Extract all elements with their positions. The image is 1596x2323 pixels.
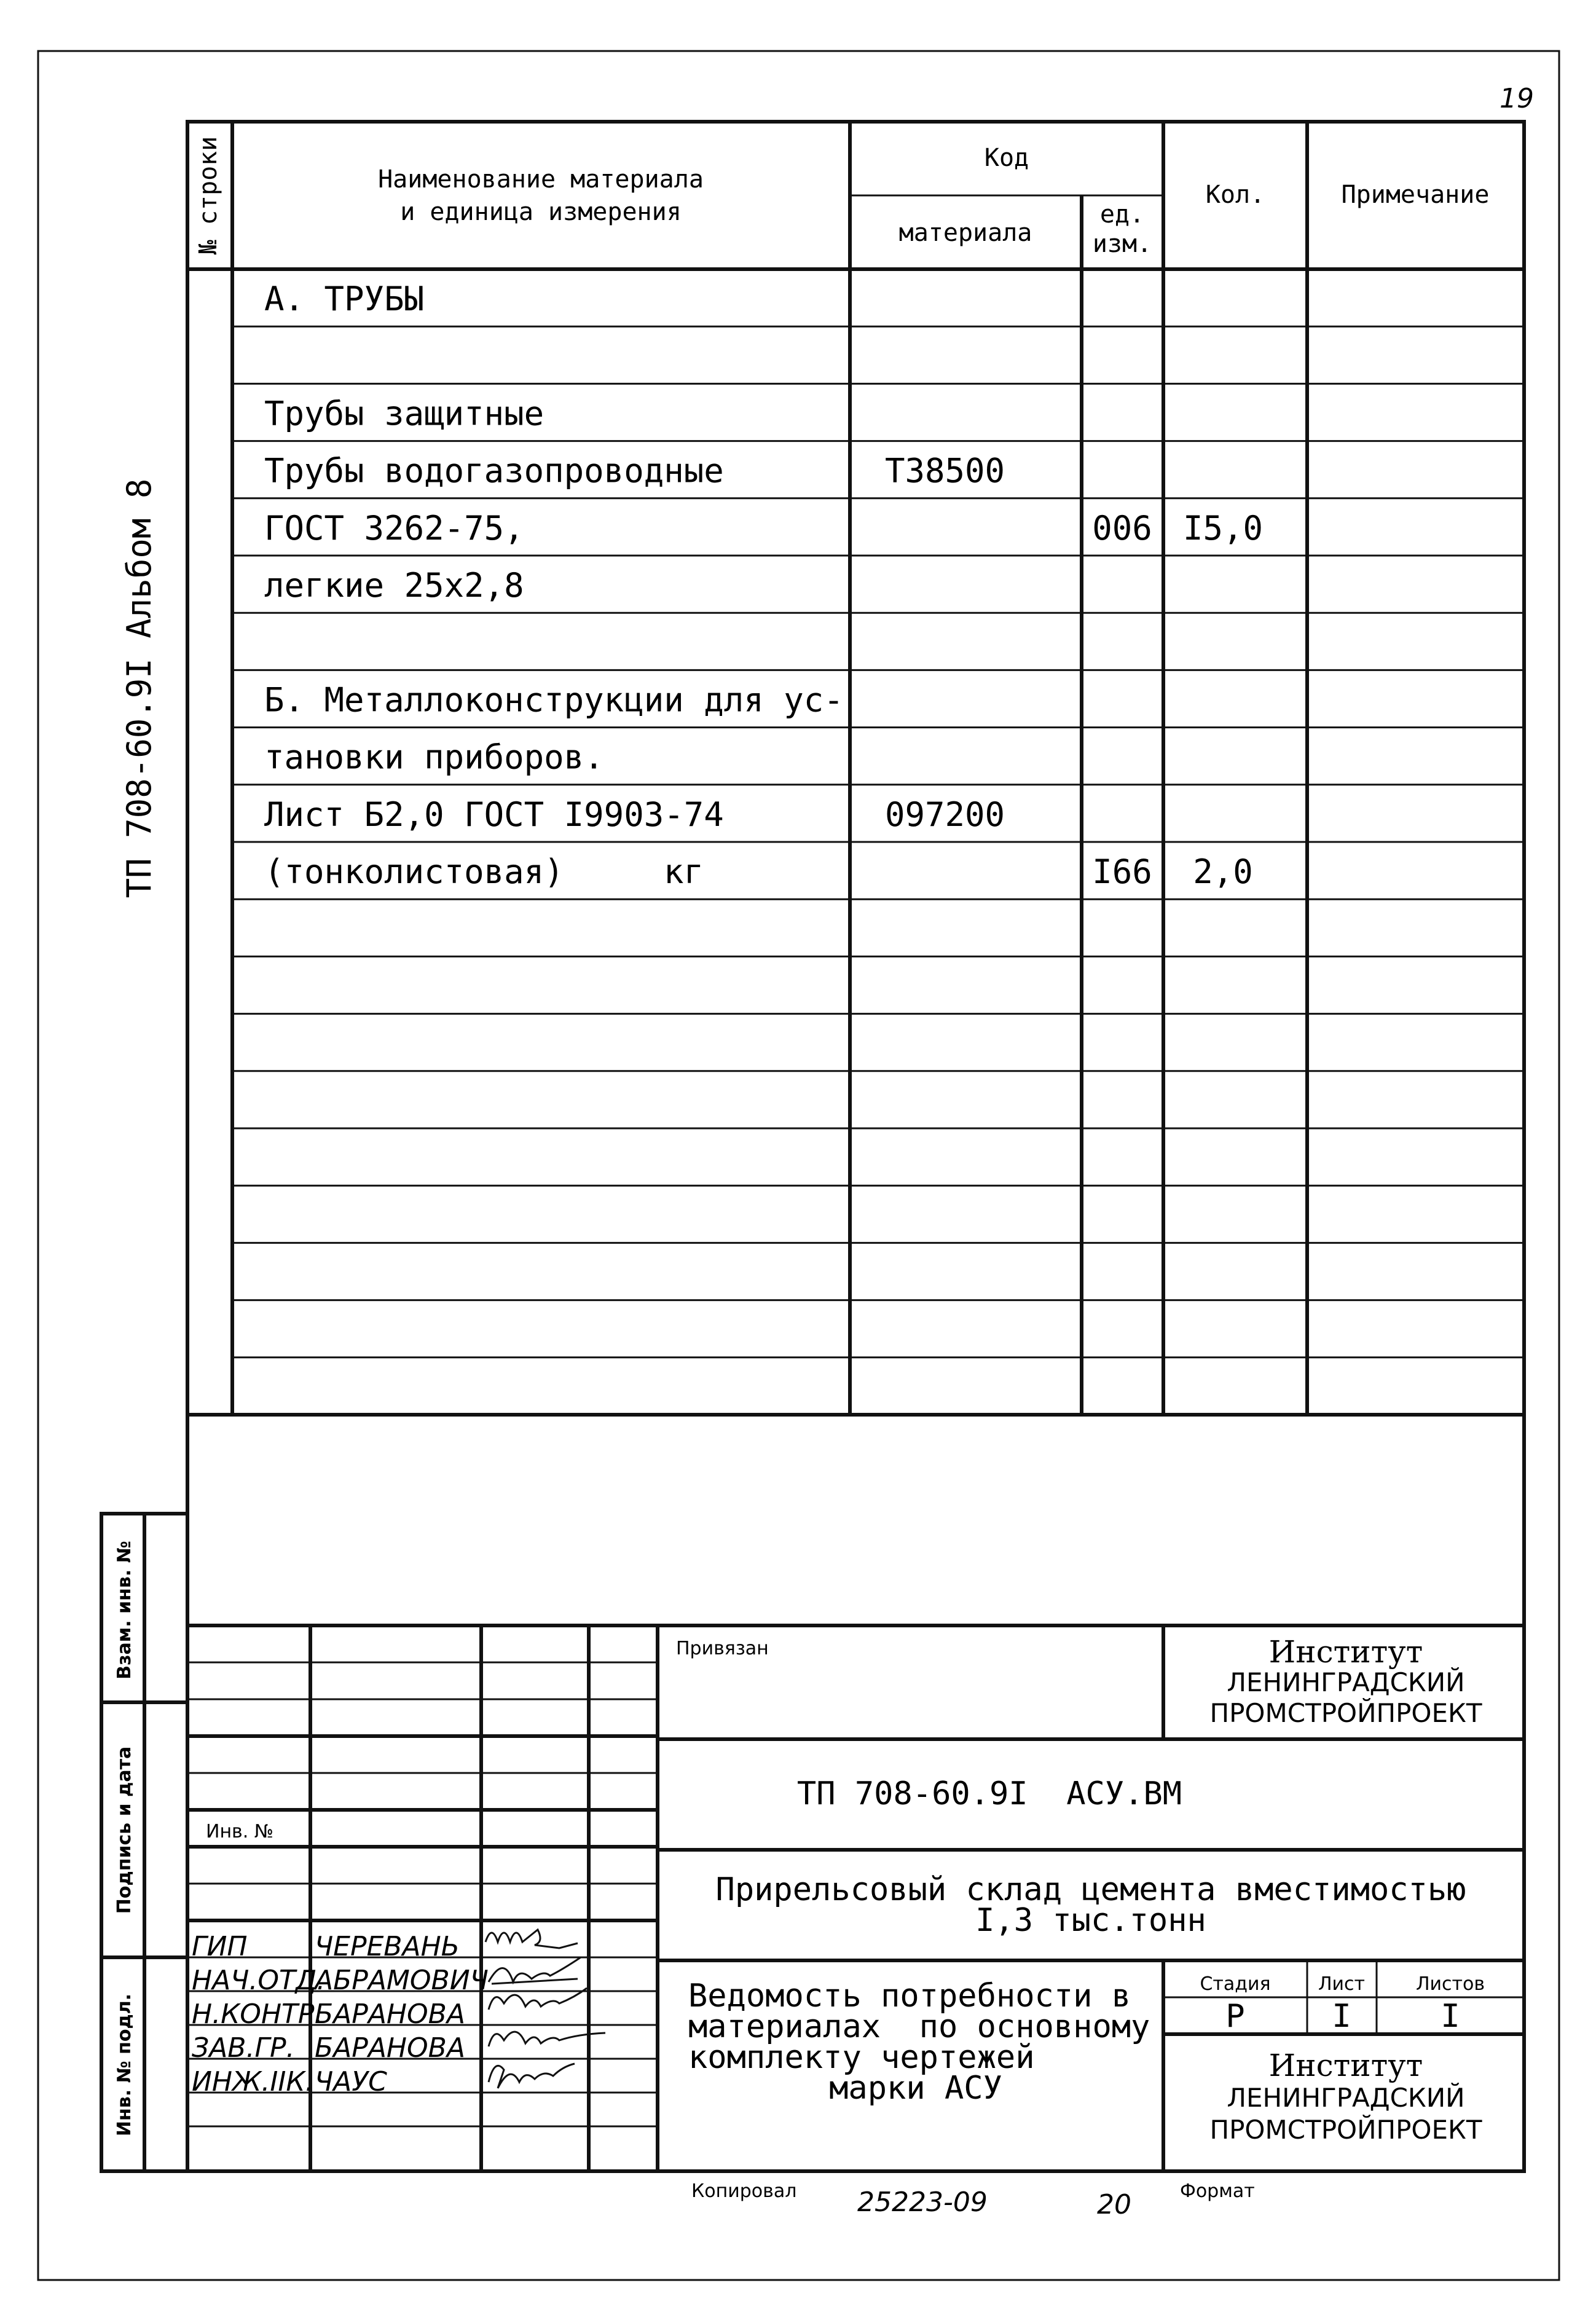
stamp-institute-top-1: Институт — [1268, 1634, 1423, 1670]
header-code-material: материала — [898, 219, 1032, 247]
stamp-object-title-2: I,3 тыс.тонн — [975, 1902, 1206, 1939]
stamp-sheet-label: Лист — [1318, 1973, 1366, 1995]
stamp-institute-bottom-2: ЛЕНИНГРАДСКИЙ — [1227, 2083, 1465, 2113]
header-note: Примечание — [1341, 181, 1490, 209]
stamp-designation: ТП 708-60.9I АСУ.ВМ — [796, 1775, 1182, 1812]
stamp-institute-top-2: ЛЕНИНГРАДСКИЙ — [1227, 1667, 1465, 1697]
stamp-person-role: НАЧ.ОТД. — [192, 1965, 326, 1996]
side-field-inv-podl: Инв. № подл. — [114, 1993, 135, 2137]
row-name-unit: кг — [664, 852, 704, 892]
stamp-sheet-title-3: комплекту чертежей — [688, 2039, 1035, 2076]
stamp-person-role: ИНЖ.IIК. — [192, 2066, 314, 2097]
header-code: Код — [984, 144, 1029, 172]
side-field-vzam-inv: Взам. инв. № — [114, 1541, 135, 1680]
row-name: Трубы водогазопроводные — [264, 451, 724, 490]
stamp-object-title-1: Прирельсовый склад цемента вместимостью — [715, 1871, 1466, 1908]
header-name-line1: Наименование материала — [378, 165, 704, 194]
stamp-person-name: БАРАНОВА — [315, 2032, 465, 2064]
row-name: Трубы защитные — [264, 394, 544, 433]
stamp-person-name: ЧАУС — [315, 2066, 387, 2097]
footer-kopiroval: Копировал — [691, 2180, 797, 2202]
header-code-unit-line1: ед. — [1099, 200, 1145, 229]
row-name: Лист Б2,0 ГОСТ I9903-74 — [264, 795, 724, 834]
stamp-stage: Р — [1225, 1998, 1245, 2035]
stamp-person-name: ЧЕРЕВАНЬ — [315, 1931, 460, 1962]
row-name: А. ТРУБЫ — [264, 280, 425, 319]
table-body — [232, 280, 1524, 1358]
header-code-unit-line2: изм. — [1092, 230, 1152, 258]
stamp-institute-top-3: ПРОМСТРОЙПРОЕКТ — [1209, 1698, 1482, 1728]
stamp-sheet-title-2: материалах по основному — [688, 2008, 1150, 2045]
signature-cherevan — [485, 1930, 578, 1948]
outer-border — [38, 51, 1559, 2280]
row-name: Б. Металлоконструкции для ус- — [264, 680, 844, 720]
stamp-sheet-title-4: марки АСУ — [829, 2070, 1002, 2107]
stamp-sheets-label: Листов — [1415, 1973, 1485, 1995]
side-fields — [101, 1514, 187, 2171]
stamp-sheets: I — [1441, 1998, 1460, 2035]
row-name: легкие 25х2,8 — [264, 566, 524, 605]
title-block — [187, 1625, 1524, 2171]
stamp-stage-label: Стадия — [1200, 1973, 1271, 1995]
side-field-podpis-data: Подпись и дата — [114, 1746, 135, 1914]
side-title: ТП 708-60.9I Альбом 8 — [120, 478, 159, 898]
stamp-privyazan: Привязан — [676, 1638, 769, 1659]
stamp-person-role: ГИП — [192, 1931, 248, 1962]
footer-copy-number: 25223-09 — [857, 2187, 988, 2218]
row-name: тановки приборов. — [264, 737, 604, 777]
row-code: 097200 — [885, 795, 1005, 834]
footer-format: Формат — [1180, 2180, 1255, 2202]
sheet-mark: 19 — [1500, 83, 1534, 114]
signature-abramovich — [489, 1957, 581, 1984]
footer-copy-page: 20 — [1097, 2189, 1131, 2220]
stamp-inv-no: Инв. № — [206, 1821, 274, 1842]
row-name: ГОСТ 3262-75, — [264, 508, 524, 548]
row-unit: 006 — [1092, 508, 1152, 548]
row-qty: 2,0 — [1193, 852, 1253, 892]
stamp-person-name: АБРАМОВИЧ — [315, 1965, 489, 1996]
stamp-institute-bottom-3: ПРОМСТРОЙПРОЕКТ — [1209, 2115, 1482, 2145]
row-qty: I5,0 — [1182, 508, 1264, 548]
header-name-line2: и единица измерения — [400, 198, 682, 226]
stamp-person-name: БАРАНОВА — [315, 1999, 465, 2030]
stamp-people — [192, 1931, 489, 2097]
signature-chaus — [489, 2064, 575, 2088]
stamp-institute-bottom-1: Институт — [1268, 2048, 1423, 2083]
row-code: Т38500 — [885, 451, 1005, 490]
stamp-person-role: ЗАВ.ГР. — [192, 2032, 295, 2064]
header-row-no: № строки — [194, 136, 222, 255]
stamp-person-role: Н.КОНТР. — [192, 1999, 323, 2030]
stamp-sheet: I — [1332, 1998, 1351, 2035]
row-unit: I66 — [1092, 852, 1152, 892]
header-qty: Кол. — [1205, 181, 1265, 209]
row-name: (тонколистовая) — [264, 852, 564, 892]
stamp-sheet-title-1: Ведомость потребности в — [688, 1978, 1131, 2014]
